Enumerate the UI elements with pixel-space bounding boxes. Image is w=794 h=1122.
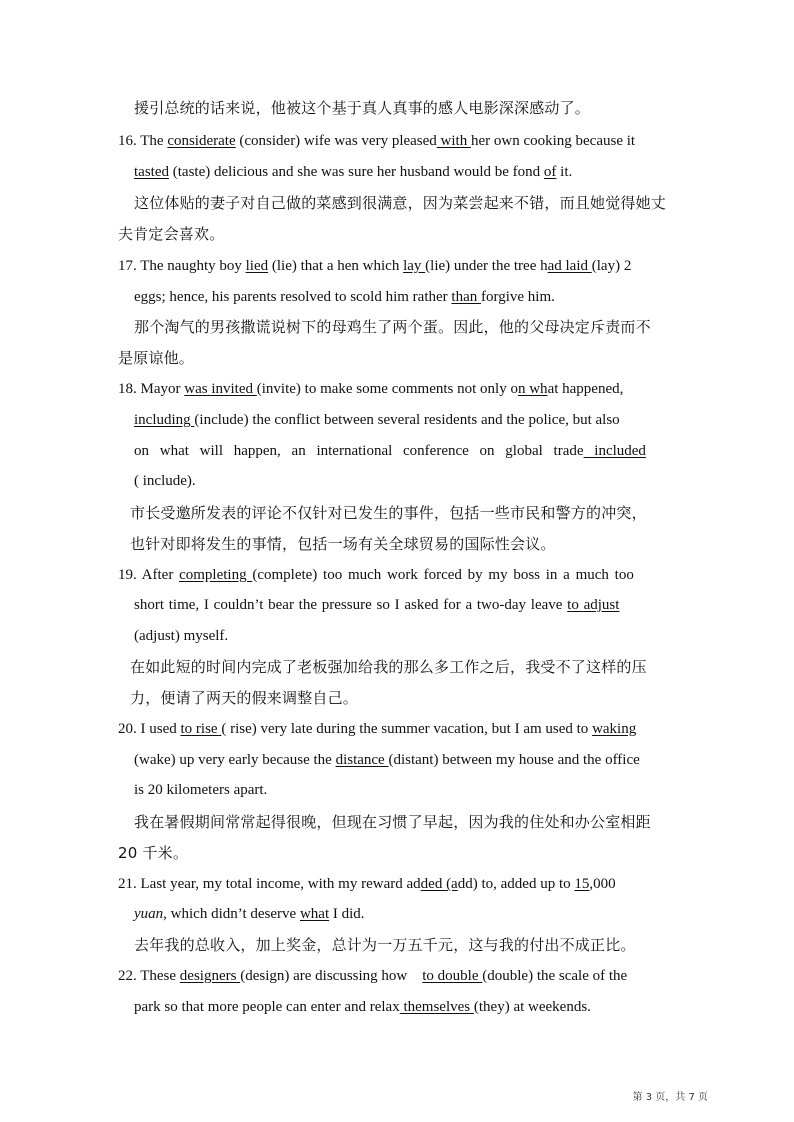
text: 是原谅他。 [118, 349, 195, 367]
answer-blank: distance [335, 752, 389, 768]
text: 援引总统的话来说，他被这个基于真人真事的感人电影深深感动了。 [134, 99, 591, 117]
item-18-line-4 [134, 471, 196, 491]
item-21-translation [134, 935, 636, 955]
item-18-translation-2 [130, 534, 556, 554]
item-19-translation-1 [130, 657, 647, 677]
item-18-translation-1 [130, 503, 647, 523]
text: ,000 [589, 876, 616, 892]
text: (lie) that a hen which [268, 258, 404, 274]
text: is 20 kilometers apart. [134, 782, 268, 798]
text: (design) are discussing how [240, 968, 423, 984]
text: park so that more people can enter and relax [134, 999, 400, 1015]
answer-blank: to double [422, 968, 483, 984]
text: 在如此短的时间内完成了老板强加给我的那么多工作之后，我受不了这样的压 [130, 658, 647, 676]
text: (double) the scale of the [482, 968, 628, 984]
item-20-line-2 [134, 750, 640, 770]
item-16-line-2 [134, 162, 572, 182]
text: 那个淘气的男孩撒谎说树下的母鸡生了两个蛋。因此，他的父母决定斥责而不 [134, 318, 651, 336]
text: (invite) to make some comments not only o [256, 381, 518, 397]
answer-blank: than [451, 289, 481, 305]
answer-blank: with [436, 133, 471, 149]
item-21-line-2 [134, 904, 365, 924]
text: 夫肯定会喜欢。 [118, 225, 225, 243]
answer-blank: n wh [517, 381, 548, 397]
text: it. [556, 164, 573, 180]
answer-blank: 15 [574, 876, 590, 892]
item-18-line-3 [134, 441, 667, 461]
item-17-line-1 [118, 256, 631, 276]
text: 力，便请了两天的假来调整自己。 [130, 689, 359, 707]
text: forgive him. [481, 289, 555, 305]
text: 去年我的总收入，加上奖金，总计为一万五千元，这与我的付出不成正比。 [134, 936, 636, 954]
item-18-line-1 [118, 379, 623, 399]
item-21-line-1 [118, 874, 616, 894]
text: 22. These [118, 968, 180, 984]
answer-blank: ded (a [420, 876, 458, 892]
answer-blank: of [543, 164, 557, 180]
text: her own cooking because it [470, 133, 636, 149]
item-19-line-3 [134, 626, 228, 646]
text: (they) at weekends. [473, 999, 591, 1015]
item-17-translation-1 [134, 317, 651, 337]
text: (taste) delicious and she was sure her husband would be fond [169, 164, 544, 180]
text: (wake) up very early because the [134, 752, 336, 768]
item-20-line-3 [134, 780, 267, 800]
item-22-line-1 [118, 966, 627, 986]
answer-blank: designers [179, 968, 241, 984]
text: , which didn’t deserve [163, 906, 300, 922]
item-20-translation-1 [134, 812, 651, 832]
answer-blank: tasted [134, 164, 169, 180]
item-16-line-1 [118, 131, 635, 151]
item-19-translation-2 [130, 688, 358, 708]
text: short time, I couldn’t bear the pressure so I asked for a two-day leave [134, 597, 568, 613]
item-20-line-1 [118, 719, 636, 739]
text: (distant) between my house and the office [388, 752, 640, 768]
text: 也针对即将发生的事情，包括一场有关全球贸易的国际性会议。 [130, 535, 556, 553]
text: on what will happen, an international conference on global trade [134, 443, 584, 459]
answer-blank: lied [245, 258, 269, 274]
text: 17. The naughty boy [118, 258, 246, 274]
text: I did. [329, 906, 365, 922]
answer-blank: to adjust [567, 597, 620, 613]
answer-blank: was invited [184, 381, 257, 397]
text: 我在暑假期间常常起得很晚，但现在习惯了早起，因为我的住处和办公室相距 [134, 813, 651, 831]
answer-blank: ad laid [547, 258, 592, 274]
item-16-translation-1 [134, 193, 666, 213]
text: (lay) 2 [591, 258, 632, 274]
item-16-translation-2 [118, 224, 224, 244]
answer-blank: to rise [180, 721, 222, 737]
text: dd) to, added up to [457, 876, 575, 892]
answer-blank: lay [403, 258, 426, 274]
text: eggs; hence, his parents resolved to scold him rather [134, 289, 452, 305]
text: 18. Mayor [118, 381, 185, 397]
text: 16. The [118, 133, 168, 149]
answer-blank: considerate [167, 133, 236, 149]
page-number-footer: 第 3 页，共 7 页 [632, 1092, 708, 1103]
text: yuan [134, 906, 164, 922]
item-19-line-1 [118, 565, 634, 585]
text: ( include). [134, 473, 196, 489]
item-19-line-2 [134, 595, 619, 615]
text: 市长受邀所发表的评论不仅针对已发生的事件，包括一些市民和警方的冲突， [130, 504, 647, 522]
answer-blank: included [583, 443, 646, 459]
item-22-line-2 [134, 997, 591, 1017]
text: (complete) too much work forced by my boss in a much too [252, 567, 634, 583]
item-17-translation-2 [118, 348, 194, 368]
answer-blank: what [299, 906, 330, 922]
item-20-translation-2 [118, 843, 188, 863]
answer-blank: themselves [399, 999, 474, 1015]
item-15-translation [134, 98, 590, 118]
item-18-line-2 [134, 410, 620, 430]
text: 20 千米。 [118, 844, 189, 862]
text: ( rise) very late during the summer vacation, but I am used to [221, 721, 593, 737]
text: (lie) under the tree h [425, 258, 548, 274]
answer-blank: including [134, 412, 195, 428]
text: 20. I used [118, 721, 181, 737]
text: (consider) wife was very pleased [235, 133, 437, 149]
text: 这位体贴的妻子对自己做的菜感到很满意，因为菜尝起来不错，而且她觉得她丈 [134, 194, 667, 212]
answer-blank: waking [592, 721, 637, 737]
text: (adjust) myself. [134, 628, 229, 644]
answer-blank: completing [179, 567, 253, 583]
text: at happened, [547, 381, 624, 397]
item-17-line-2 [134, 287, 555, 307]
text: 21. Last year, my total income, with my reward ad [118, 876, 421, 892]
text: 19. After [118, 567, 180, 583]
text: (include) the conflict between several residents and the police, but also [194, 412, 620, 428]
